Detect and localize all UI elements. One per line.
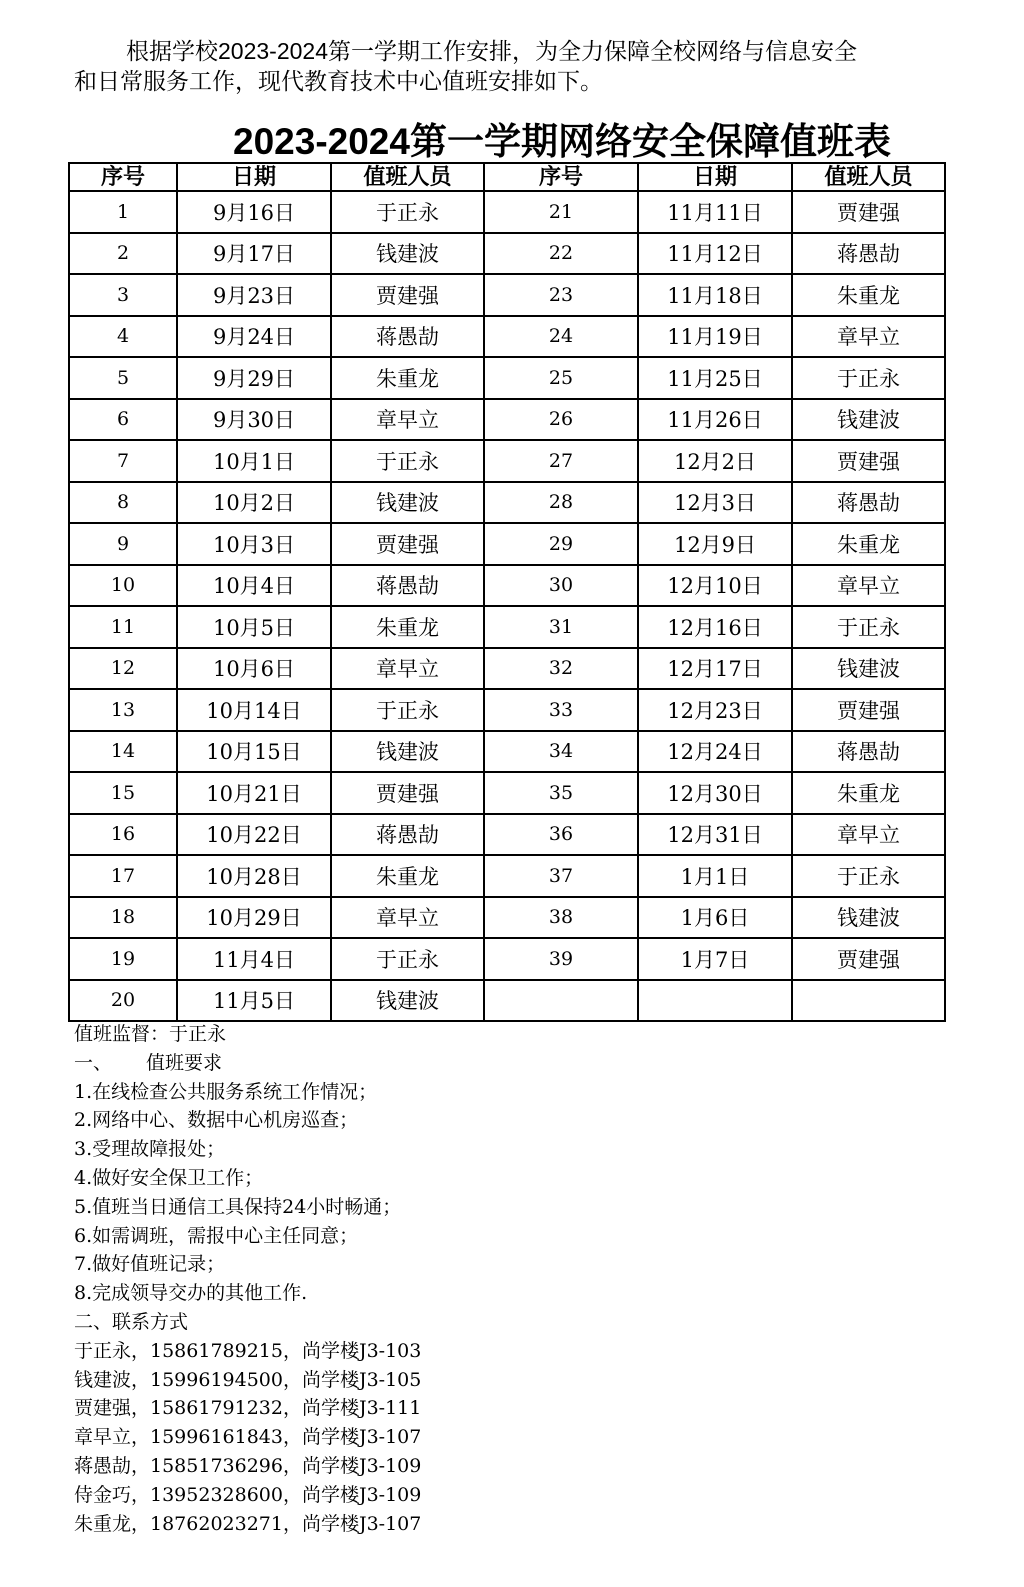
table-row: [69, 191, 945, 233]
contact-item: 钱建波，15996194500，尚学楼J3-105: [74, 1368, 422, 1391]
requirement-item: 8.完成领导交办的其他工作.: [74, 1282, 308, 1305]
cell-seq-left: 5: [69, 357, 177, 399]
cell-staff-left: 贾建强: [331, 772, 484, 814]
cell-staff-right: 朱重龙: [792, 274, 945, 316]
cell-date-right: [638, 980, 792, 1022]
table-row: [69, 897, 945, 939]
cell-date-left: 10月21日: [177, 772, 331, 814]
table-row: [69, 814, 945, 856]
cell-staff-left: 朱重龙: [331, 606, 484, 648]
cell-date-left: 9月30日: [177, 399, 331, 441]
table-row: [69, 482, 945, 524]
cell-staff-left: 于正永: [331, 440, 484, 482]
cell-staff-right: [792, 980, 945, 1022]
table-row: [69, 689, 945, 731]
contact-item: 于正永，15861789215，尚学楼J3-103: [74, 1339, 422, 1362]
cell-seq-left: 3: [69, 274, 177, 316]
cell-date-left: 11月4日: [177, 938, 331, 980]
cell-seq-left: 17: [69, 855, 177, 897]
cell-date-right: 1月1日: [638, 855, 792, 897]
cell-date-left: 10月28日: [177, 855, 331, 897]
cell-date-right: 12月10日: [638, 565, 792, 607]
cell-staff-right: 章早立: [792, 565, 945, 607]
cell-date-left: 9月16日: [177, 191, 331, 233]
cell-seq-right: 31: [484, 606, 638, 648]
cell-staff-left: 贾建强: [331, 523, 484, 565]
requirement-item: 4.做好安全保卫工作；: [74, 1166, 264, 1189]
cell-date-left: 10月29日: [177, 897, 331, 939]
cell-seq-right: 21: [484, 191, 638, 233]
cell-seq-left: 18: [69, 897, 177, 939]
cell-seq-right: 28: [484, 482, 638, 524]
cell-date-left: 10月22日: [177, 814, 331, 856]
cell-date-left: 10月4日: [177, 565, 331, 607]
cell-staff-left: 钱建波: [331, 731, 484, 773]
cell-date-right: 11月25日: [638, 357, 792, 399]
cell-date-right: 12月3日: [638, 482, 792, 524]
cell-seq-left: 20: [69, 980, 177, 1022]
cell-date-right: 11月11日: [638, 191, 792, 233]
table-row: [69, 648, 945, 690]
cell-seq-right: 38: [484, 897, 638, 939]
cell-date-right: 11月18日: [638, 274, 792, 316]
cell-seq-left: 15: [69, 772, 177, 814]
cell-staff-left: 蒋愚劼: [331, 814, 484, 856]
cell-staff-right: 朱重龙: [792, 523, 945, 565]
intro-line-2: 和日常服务工作，现代教育技术中心值班安排如下。: [74, 68, 603, 94]
cell-seq-right: 32: [484, 648, 638, 690]
table-row: [69, 523, 945, 565]
table-header: [69, 163, 945, 191]
table-row: [69, 399, 945, 441]
cell-staff-right: 贾建强: [792, 191, 945, 233]
cell-date-left: 10月5日: [177, 606, 331, 648]
cell-seq-right: 25: [484, 357, 638, 399]
cell-seq-right: 26: [484, 399, 638, 441]
cell-staff-left: 于正永: [331, 191, 484, 233]
table-row: [69, 731, 945, 773]
cell-seq-right: 22: [484, 233, 638, 275]
cell-date-right: 11月19日: [638, 316, 792, 358]
cell-date-right: 12月9日: [638, 523, 792, 565]
intro-line-1: [74, 36, 954, 66]
cell-seq-right: [484, 980, 638, 1022]
cell-date-right: 12月17日: [638, 648, 792, 690]
cell-staff-left: 贾建强: [331, 274, 484, 316]
cell-seq-left: 4: [69, 316, 177, 358]
cell-date-right: 11月26日: [638, 399, 792, 441]
requirements-heading-num: 一、: [74, 1051, 113, 1074]
cell-staff-left: 钱建波: [331, 980, 484, 1022]
cell-seq-left: 1: [69, 191, 177, 233]
requirement-item: 3.受理故障报处；: [74, 1138, 226, 1161]
requirement-item: 5.值班当日通信工具保持24小时畅通；: [74, 1195, 402, 1218]
cell-staff-left: 于正永: [331, 689, 484, 731]
table-header-row: [69, 163, 945, 191]
table-row: [69, 274, 945, 316]
cell-staff-right: 钱建波: [792, 648, 945, 690]
table-row: [69, 772, 945, 814]
cell-staff-right: 贾建强: [792, 440, 945, 482]
contact-item: 朱重龙，18762023271，尚学楼J3-107: [74, 1512, 422, 1535]
requirements-heading: [74, 1049, 421, 1078]
cell-date-left: 9月29日: [177, 357, 331, 399]
cell-seq-right: 30: [484, 565, 638, 607]
cell-staff-left: 章早立: [331, 648, 484, 690]
contact-item: 章早立，15996161843，尚学楼J3-107: [74, 1426, 422, 1449]
requirements-heading-text: 值班要求: [146, 1051, 223, 1074]
cell-date-right: 12月16日: [638, 606, 792, 648]
cell-date-left: 9月17日: [177, 233, 331, 275]
cell-seq-left: 8: [69, 482, 177, 524]
cell-seq-left: 16: [69, 814, 177, 856]
cell-seq-left: 14: [69, 731, 177, 773]
cell-date-left: 11月5日: [177, 980, 331, 1022]
cell-staff-left: 蒋愚劼: [331, 565, 484, 607]
duty-schedule-table: [68, 162, 946, 1022]
table-row: [69, 980, 945, 1022]
cell-staff-right: 朱重龙: [792, 772, 945, 814]
cell-staff-right: 章早立: [792, 316, 945, 358]
table-row: [69, 233, 945, 275]
cell-seq-right: 27: [484, 440, 638, 482]
cell-date-left: 10月1日: [177, 440, 331, 482]
cell-date-right: 12月2日: [638, 440, 792, 482]
table-row: [69, 606, 945, 648]
cell-date-left: 10月15日: [177, 731, 331, 773]
contacts-heading: 二、联系方式: [74, 1310, 189, 1333]
cell-seq-left: 7: [69, 440, 177, 482]
cell-staff-right: 钱建波: [792, 399, 945, 441]
table-body: [69, 191, 945, 1021]
supervisor-line: 值班监督：于正永: [74, 1023, 227, 1045]
cell-seq-right: 34: [484, 731, 638, 773]
cell-staff-right: 贾建强: [792, 938, 945, 980]
header-seq-left: 序号: [69, 163, 177, 191]
header-date-left: 日期: [177, 163, 331, 191]
table-row: [69, 565, 945, 607]
cell-seq-left: 2: [69, 233, 177, 275]
requirement-item: 6.如需调班，需报中心主任同意；: [74, 1224, 359, 1247]
intro-line-1-text: 根据学校2023-2024第一学期工作安排，为全力保障全校网络与信息安全: [126, 38, 857, 64]
cell-seq-right: 35: [484, 772, 638, 814]
cell-staff-right: 蒋愚劼: [792, 233, 945, 275]
cell-seq-left: 19: [69, 938, 177, 980]
header-seq-right: 序号: [484, 163, 638, 191]
cell-staff-left: 蒋愚劼: [331, 316, 484, 358]
cell-date-left: 10月3日: [177, 523, 331, 565]
cell-date-left: 10月6日: [177, 648, 331, 690]
cell-seq-right: 36: [484, 814, 638, 856]
cell-seq-left: 6: [69, 399, 177, 441]
table-row: [69, 440, 945, 482]
cell-staff-right: 于正永: [792, 855, 945, 897]
cell-date-left: 9月24日: [177, 316, 331, 358]
header-staff-left: 值班人员: [331, 163, 484, 191]
requirement-item: 2.网络中心、数据中心机房巡查；: [74, 1109, 359, 1132]
cell-staff-left: 朱重龙: [331, 357, 484, 399]
cell-date-right: 1月7日: [638, 938, 792, 980]
header-date-right: 日期: [638, 163, 792, 191]
cell-seq-left: 9: [69, 523, 177, 565]
cell-date-right: 12月30日: [638, 772, 792, 814]
cell-staff-left: 钱建波: [331, 482, 484, 524]
requirement-item: 1.在线检查公共服务系统工作情况；: [74, 1080, 378, 1103]
cell-seq-right: 24: [484, 316, 638, 358]
cell-staff-left: 章早立: [331, 399, 484, 441]
cell-seq-right: 23: [484, 274, 638, 316]
cell-date-left: 10月14日: [177, 689, 331, 731]
requirement-item: 7.做好值班记录；: [74, 1253, 226, 1276]
cell-date-right: 1月6日: [638, 897, 792, 939]
page-title: 2023-2024第一学期网络安全保障值班表: [233, 121, 891, 162]
cell-seq-left: 13: [69, 689, 177, 731]
contact-item: 蒋愚劼，15851736296，尚学楼J3-109: [74, 1454, 422, 1477]
cell-seq-right: 33: [484, 689, 638, 731]
cell-date-right: 12月23日: [638, 689, 792, 731]
header-staff-right: 值班人员: [792, 163, 945, 191]
cell-seq-right: 37: [484, 855, 638, 897]
cell-staff-left: 章早立: [331, 897, 484, 939]
contact-item: 侍金巧，13952328600，尚学楼J3-109: [74, 1483, 422, 1506]
cell-seq-left: 11: [69, 606, 177, 648]
cell-staff-right: 于正永: [792, 606, 945, 648]
cell-staff-left: 钱建波: [331, 233, 484, 275]
cell-seq-left: 10: [69, 565, 177, 607]
cell-staff-right: 钱建波: [792, 897, 945, 939]
cell-date-left: 9月23日: [177, 274, 331, 316]
table-row: [69, 316, 945, 358]
cell-date-right: 12月31日: [638, 814, 792, 856]
cell-staff-right: 章早立: [792, 814, 945, 856]
cell-date-right: 11月12日: [638, 233, 792, 275]
intro-paragraph: [74, 36, 954, 96]
cell-staff-right: 于正永: [792, 357, 945, 399]
cell-staff-left: 朱重龙: [331, 855, 484, 897]
cell-staff-right: 蒋愚劼: [792, 482, 945, 524]
cell-staff-right: 蒋愚劼: [792, 731, 945, 773]
cell-seq-right: 39: [484, 938, 638, 980]
cell-date-right: 12月24日: [638, 731, 792, 773]
table-row: [69, 357, 945, 399]
cell-date-left: 10月2日: [177, 482, 331, 524]
notes-section: [74, 1020, 421, 1538]
contact-item: 贾建强，15861791232，尚学楼J3-111: [74, 1397, 422, 1420]
cell-staff-right: 贾建强: [792, 689, 945, 731]
cell-seq-right: 29: [484, 523, 638, 565]
cell-seq-left: 12: [69, 648, 177, 690]
table-row: [69, 938, 945, 980]
cell-staff-left: 于正永: [331, 938, 484, 980]
table-row: [69, 855, 945, 897]
